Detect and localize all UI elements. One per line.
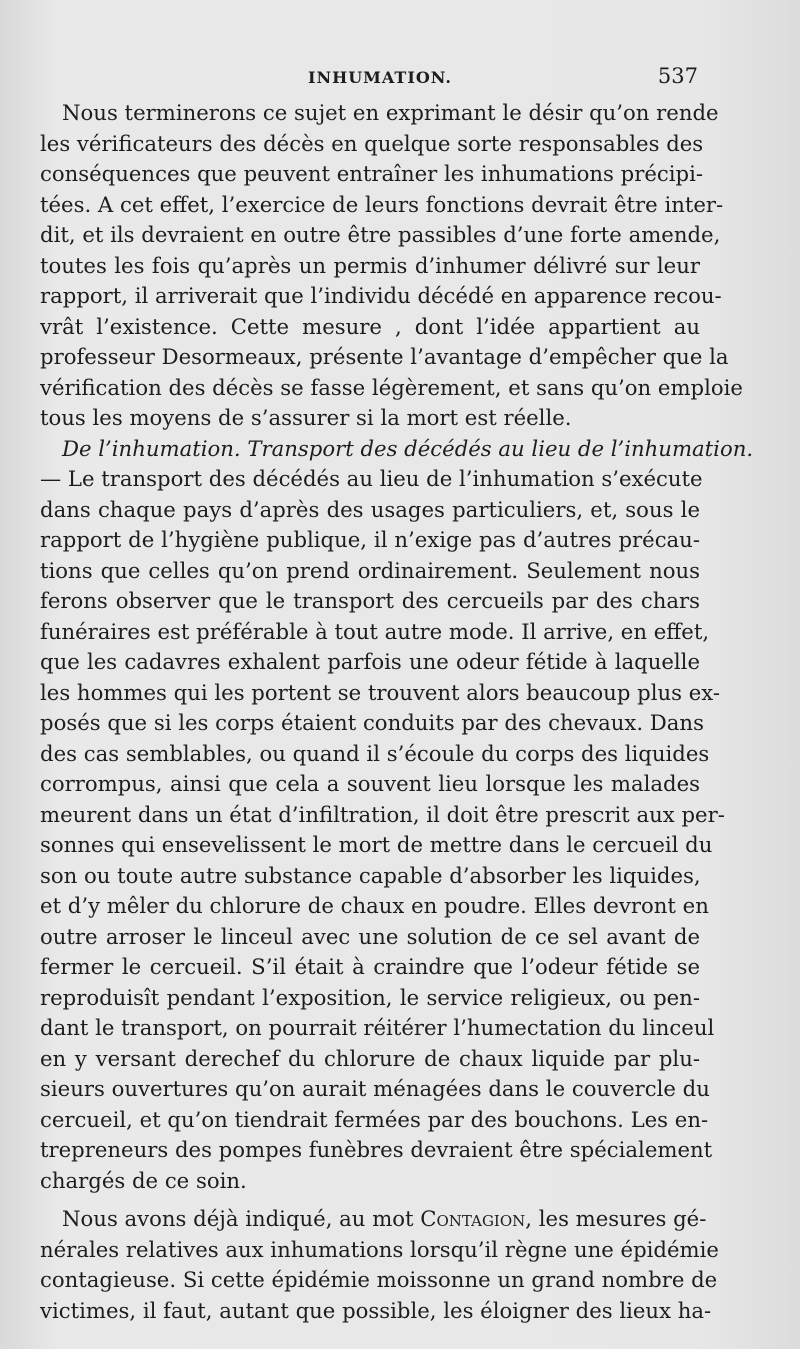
text-line: vérification des décès se fasse légèrement, et sans qu’on emploie <box>40 374 743 400</box>
text-line: rapport de l’hygiène publique, il n’exige pas d’autres précau- <box>40 527 700 552</box>
text-line: et d’y mêler du chlorure de chaux en poudre. Elles devront en <box>40 893 709 918</box>
cross-reference: Contagion <box>420 1206 526 1231</box>
text-line: trepreneurs des pompes funèbres devraient être spécialement <box>40 1137 713 1162</box>
text-line: outre arroser le linceul avec une solution de ce sel avant de <box>40 923 700 949</box>
section-heading: De l’inhumation. Transport des décédés au lieu de l’inhumation. <box>62 435 754 461</box>
text-line: chargés de ce soin. <box>40 1167 247 1193</box>
text-line: nérales relatives aux inhumations lorsqu’il règne une épidémie <box>40 1236 719 1262</box>
text-line: dant le transport, on pourrait réitérer l’humectation du linceul <box>40 1015 715 1040</box>
text-line: des cas semblables, ou quand il s’écoule du corps des liquides <box>40 740 710 766</box>
text-line: tous les moyens de s’assurer si la mort est réelle. <box>40 405 572 430</box>
text-line: rapport, il arriverait que l’individu décédé en apparence recou- <box>40 283 722 308</box>
text-run: Nous avons déjà indiqué, au mot <box>62 1206 421 1231</box>
text-line: corrompus, ainsi que cela a souvent lieu lorsque les malades <box>40 771 700 796</box>
text-line: toutes les fois qu’après un permis d’inhumer délivré sur leur <box>40 252 700 278</box>
text-line <box>40 1204 707 1235</box>
text-line: — Le transport des décédés au lieu de l’inhumation s’exécute <box>40 466 703 491</box>
text-line: reproduisît pendant l’exposition, le service religieux, ou pen- <box>40 984 700 1010</box>
text-line: funéraires est préférable à tout autre mode. Il arrive, en effet, <box>40 618 710 644</box>
text-line: Nous terminerons ce sujet en exprimant le désir qu’on rende <box>62 100 719 125</box>
text-line: cercueil, et qu’on tiendrait fermées par des bouchons. Les en- <box>40 1106 709 1132</box>
text-line: victimes, il faut, autant que possible, les éloigner des lieux ha- <box>40 1297 712 1323</box>
text-line: contagieuse. Si cette épidémie moissonne un grand nombre de <box>40 1267 718 1292</box>
text-line: dans chaque pays d’après des usages particuliers, et, sous le <box>40 496 700 522</box>
text-line: ferons observer que le transport des cercueils par des chars <box>40 588 700 613</box>
text-line: conséquences que peuvent entraîner les inhumations précipi- <box>40 161 704 186</box>
text-line: tées. A cet effet, l’exercice de leurs fonctions devrait être inter- <box>40 191 724 217</box>
text-line: en y versant derechef du chlorure de chaux liquide par plu- <box>40 1045 700 1071</box>
text-run: , les mesures gé- <box>525 1206 707 1231</box>
text-line: professeur Desormeaux, présente l’avantage d’empêcher que la <box>40 344 729 369</box>
text-line: meurent dans un état d’infiltration, il doit être prescrit aux per- <box>40 801 725 827</box>
body-text <box>40 98 754 1326</box>
running-title: INHUMATION. <box>308 68 452 87</box>
text-line: que les cadavres exhalent parfois une odeur fétide à laquelle <box>40 649 700 674</box>
page-header <box>40 64 698 92</box>
text-line: tions que celles qu’on prend ordinairement. Seulement nous <box>40 557 700 583</box>
text-line: vrât l’existence. Cette mesure , dont l’idée appartient au <box>40 313 700 339</box>
text-line: les vérificateurs des décès en quelque sorte responsables des <box>40 130 704 156</box>
text-line: les hommes qui les portent se trouvent alors beaucoup plus ex- <box>40 679 720 705</box>
text-line: fermer le cercueil. S’il était à craindre que l’odeur fétide se <box>40 954 700 979</box>
text-line: posés que si les corps étaient conduits par des chevaux. Dans <box>40 710 704 735</box>
text-line: son ou toute autre substance capable d’absorber les liquides, <box>40 862 701 888</box>
text-line: sieurs ouvertures qu’on aurait ménagées dans le couvercle du <box>40 1076 710 1101</box>
text-line: sonnes qui ensevelissent le mort de mettre dans le cercueil du <box>40 832 713 857</box>
text-line: dit, et ils devraient en outre être passibles d’une forte amende, <box>40 222 721 247</box>
page-number: 537 <box>657 64 698 88</box>
